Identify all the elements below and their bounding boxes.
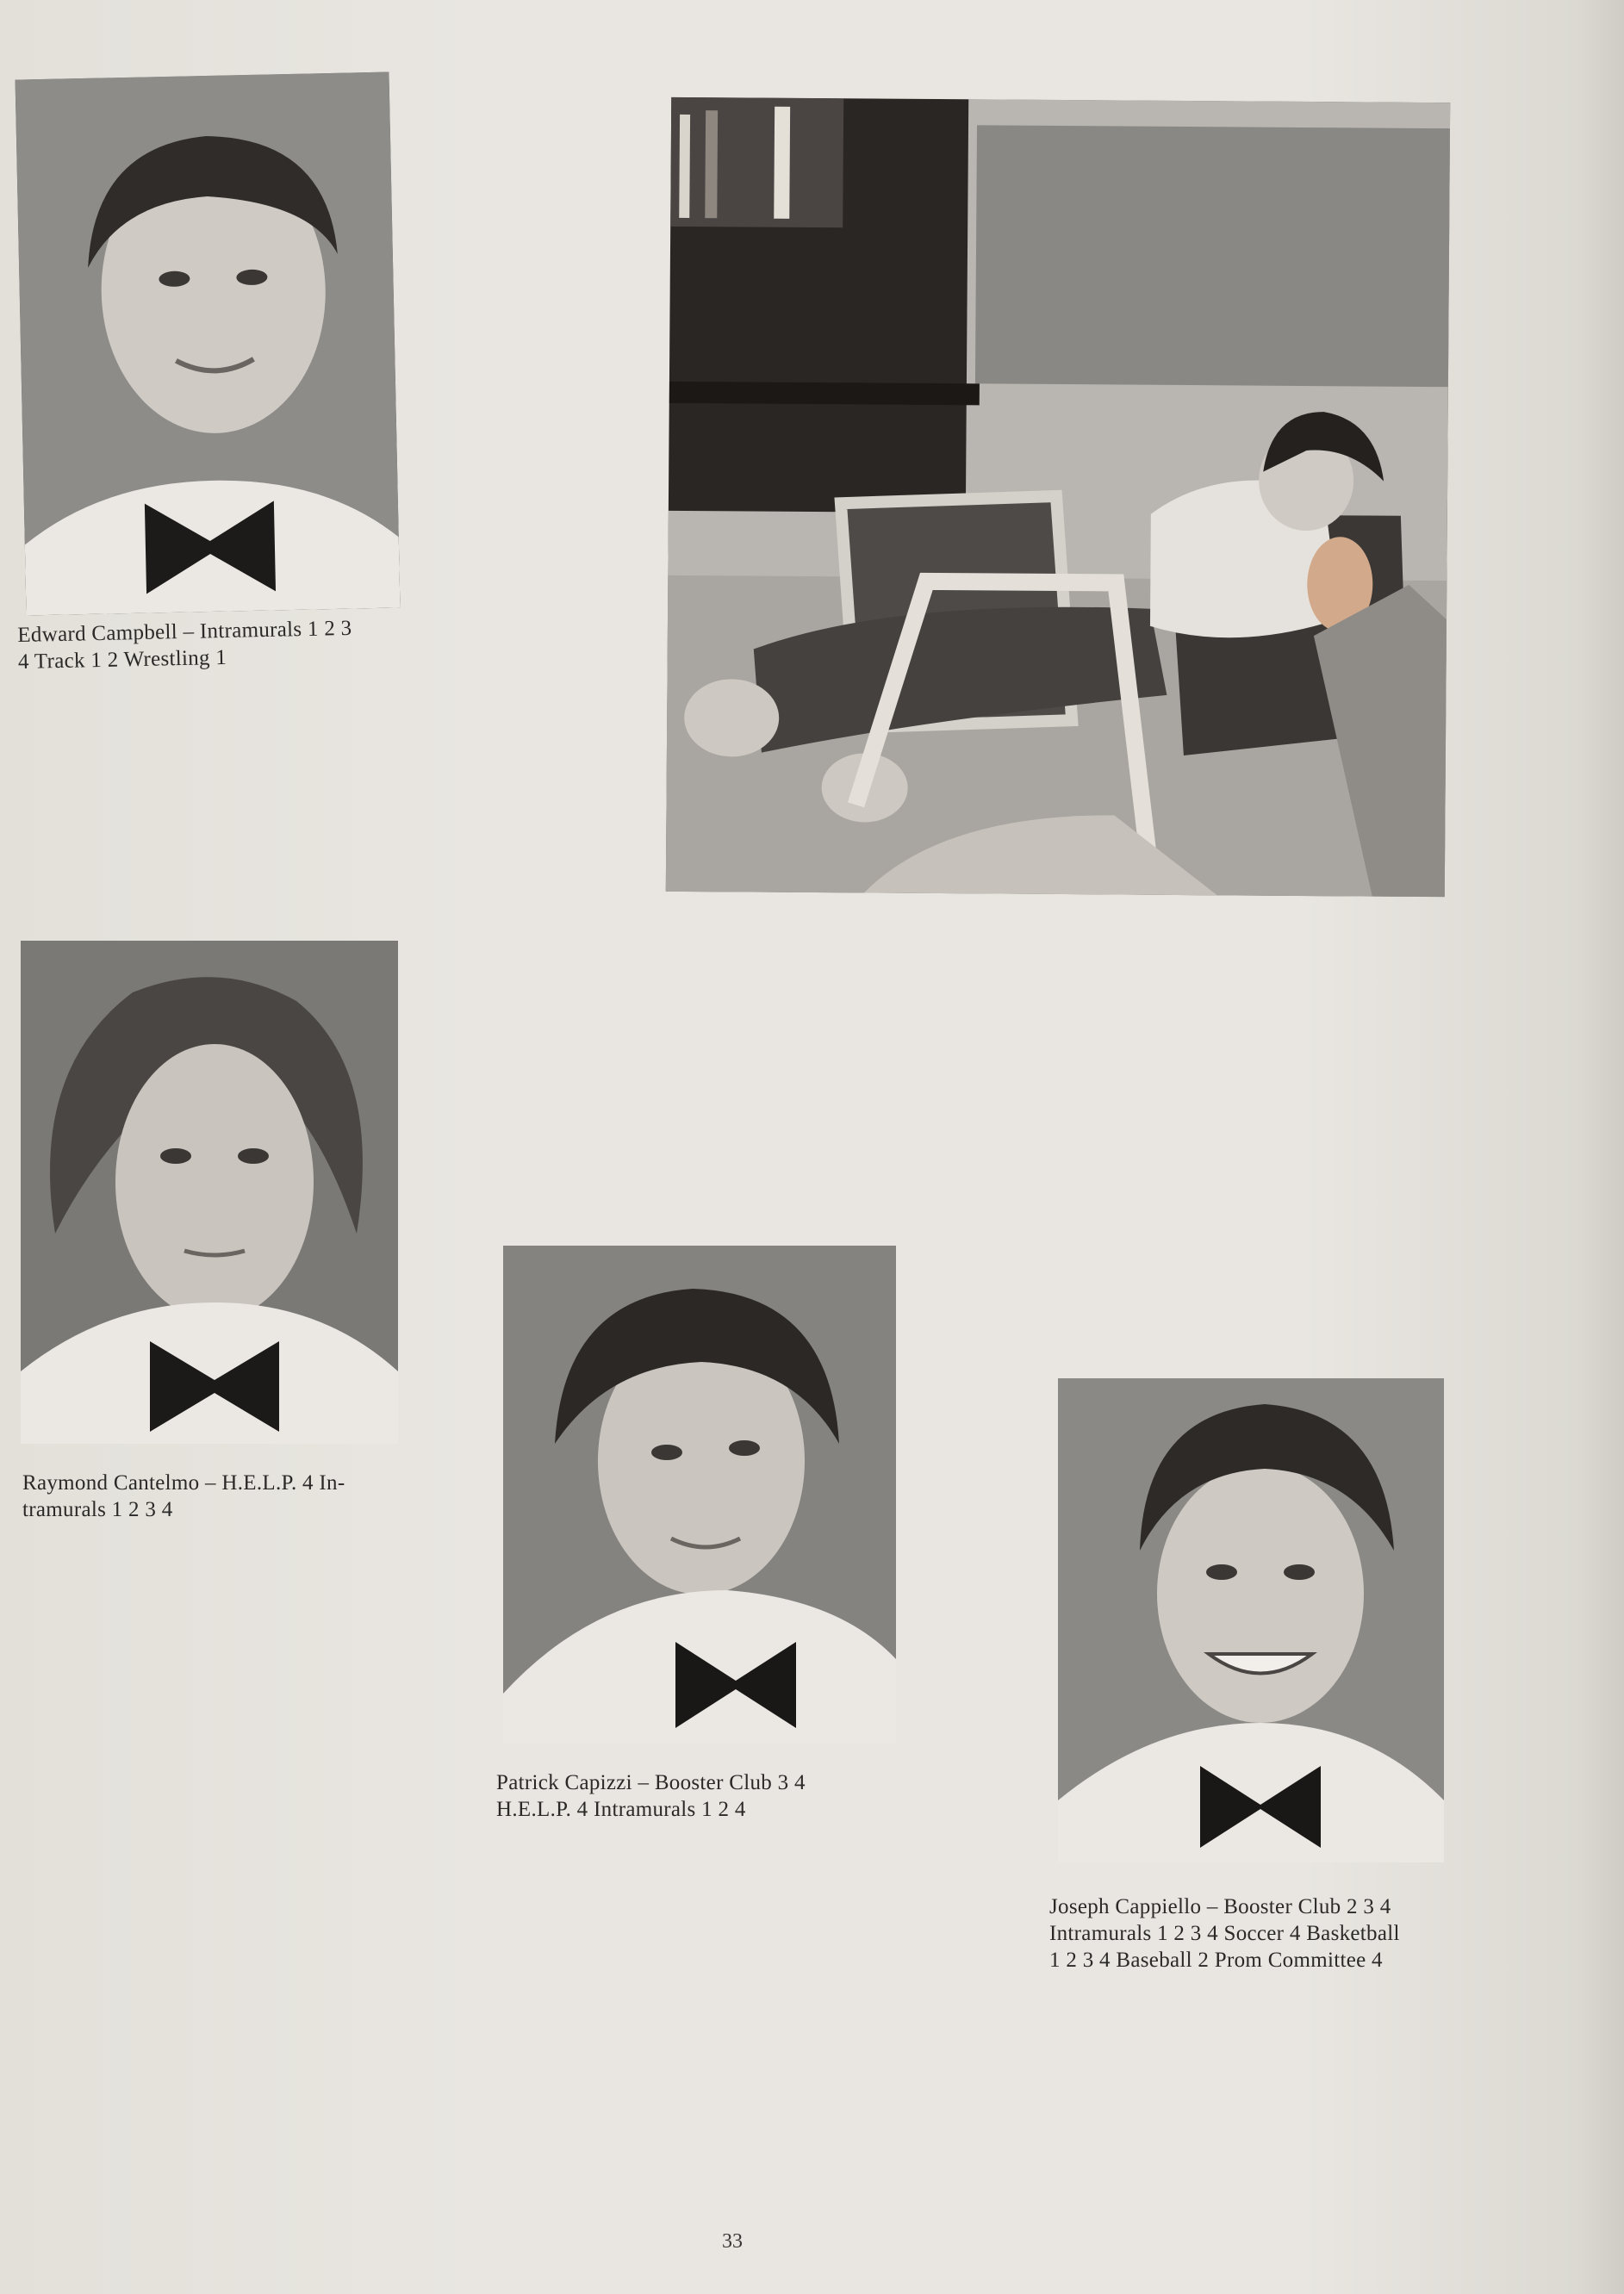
portrait-photo-campbell bbox=[16, 72, 401, 616]
caption-capizzi bbox=[496, 1769, 806, 1823]
caption-cappiello bbox=[1049, 1893, 1400, 1974]
caption-line: Intramurals 1 2 3 4 Soccer 4 Basketball bbox=[1049, 1922, 1400, 1945]
caption-line: Joseph Cappiello – Booster Club 2 3 4 bbox=[1049, 1895, 1391, 1918]
caption-line: H.E.L.P. 4 Intramurals 1 2 4 bbox=[496, 1798, 746, 1821]
page-number: 33 bbox=[722, 2230, 743, 2253]
portrait-photo-capizzi bbox=[503, 1246, 896, 1744]
portrait-photo-cantelmo bbox=[21, 941, 398, 1444]
candid-photo-classroom bbox=[666, 97, 1450, 897]
caption-campbell bbox=[17, 615, 352, 675]
caption-line: Patrick Capizzi – Booster Club 3 4 bbox=[496, 1771, 806, 1794]
caption-line: tramurals 1 2 3 4 bbox=[22, 1498, 173, 1521]
caption-cantelmo bbox=[22, 1470, 345, 1523]
caption-line: 1 2 3 4 Baseball 2 Prom Committee 4 bbox=[1049, 1949, 1383, 1972]
caption-line: Raymond Cantelmo – H.E.L.P. 4 In- bbox=[22, 1471, 345, 1495]
portrait-photo-cappiello bbox=[1058, 1378, 1444, 1862]
caption-line: 4 Track 1 2 Wrestling 1 bbox=[17, 645, 227, 674]
caption-line: Edward Campbell – Intramurals 1 2 3 bbox=[17, 616, 352, 647]
